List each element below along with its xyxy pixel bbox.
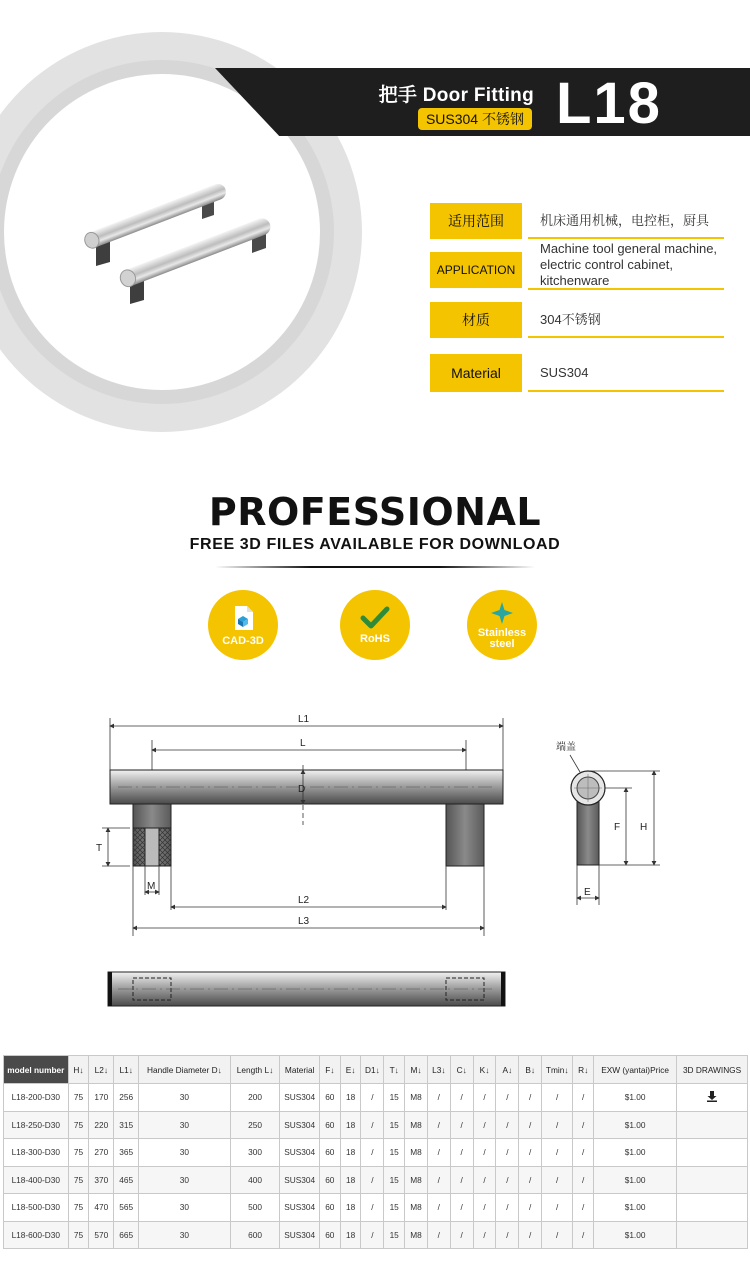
badge-stainless-steel	[467, 590, 537, 660]
table-cell: /	[519, 1111, 542, 1139]
product-title: 把手 Door Fitting	[378, 85, 534, 106]
sort-arrow-icon[interactable]: ↓	[351, 1064, 356, 1075]
table-cell: /	[427, 1111, 450, 1139]
spec-divider	[528, 237, 724, 239]
table-cell: 400	[230, 1166, 280, 1194]
sort-arrow-icon[interactable]: ↓	[584, 1064, 589, 1075]
table-header-cell[interactable]	[473, 1056, 496, 1084]
header-label: Tmin	[545, 1064, 565, 1075]
badge-cad-3d	[208, 590, 278, 660]
table-cell: L18-600-D30	[4, 1221, 69, 1249]
dim-l: L	[300, 738, 306, 749]
table-cell: L18-200-D30	[4, 1084, 69, 1112]
spec-label: Material	[430, 354, 522, 392]
sort-arrow-icon[interactable]: ↓	[441, 1064, 446, 1075]
table-cell: /	[473, 1194, 496, 1222]
table-cell: 470	[89, 1194, 114, 1222]
table-header-cell[interactable]	[519, 1056, 542, 1084]
table-cell: /	[450, 1166, 473, 1194]
header-label: R	[578, 1064, 585, 1075]
spec-row-material-en	[430, 354, 724, 392]
material-tag: SUS304 不锈钢	[418, 108, 532, 130]
header-label: F	[325, 1064, 331, 1075]
table-cell: /	[427, 1139, 450, 1167]
table-cell: /	[427, 1194, 450, 1222]
table-header-cell[interactable]	[496, 1056, 519, 1084]
table-cell: L18-400-D30	[4, 1166, 69, 1194]
table-cell: M8	[405, 1084, 428, 1112]
table-header-cell[interactable]	[427, 1056, 450, 1084]
table-cell: /	[450, 1221, 473, 1249]
table-cell: 170	[89, 1084, 114, 1112]
table-cell: $1.00	[594, 1221, 677, 1249]
header-label: K	[479, 1064, 486, 1075]
product-image	[60, 160, 290, 310]
table-cell: $1.00	[594, 1084, 677, 1112]
table-cell: 18	[340, 1084, 361, 1112]
table-cell: 60	[319, 1139, 340, 1167]
dim-h: H	[640, 822, 648, 833]
table-cell: 250	[230, 1111, 280, 1139]
table-cell: 75	[68, 1084, 89, 1112]
table-header-cell[interactable]	[68, 1056, 89, 1084]
table-cell: /	[496, 1221, 519, 1249]
sort-arrow-icon[interactable]: ↓	[375, 1064, 380, 1075]
technical-drawing	[0, 700, 750, 1020]
header-label: 3D DRAWINGS	[682, 1064, 742, 1075]
table-cell: 15	[384, 1221, 405, 1249]
table-cell: 30	[139, 1139, 230, 1167]
drawing-download-cell	[677, 1139, 748, 1167]
header-label: E	[345, 1064, 352, 1075]
sort-arrow-icon[interactable]: ↓	[128, 1064, 133, 1075]
table-row	[4, 1084, 748, 1112]
dim-l2: L2	[298, 895, 310, 906]
table-cell: 60	[319, 1221, 340, 1249]
table-body	[4, 1084, 748, 1249]
header-label: B	[525, 1064, 531, 1075]
header-label: Material	[284, 1064, 315, 1075]
badge-label: Stainless steel	[477, 626, 527, 650]
table-cell: 75	[68, 1111, 89, 1139]
table-cell: 60	[319, 1194, 340, 1222]
sort-arrow-icon[interactable]: ↓	[330, 1064, 335, 1075]
table-cell: /	[519, 1139, 542, 1167]
table-cell: 18	[340, 1139, 361, 1167]
drawing-download-cell	[677, 1166, 748, 1194]
table-cell: /	[450, 1194, 473, 1222]
table-cell: /	[542, 1111, 573, 1139]
spec-row-application-en	[430, 240, 724, 290]
table-cell: 15	[384, 1166, 405, 1194]
table-header-cell[interactable]	[319, 1056, 340, 1084]
table-cell: 60	[319, 1084, 340, 1112]
table-header-cell	[4, 1056, 69, 1084]
table-header-cell[interactable]	[573, 1056, 594, 1084]
table-cell: /	[573, 1084, 594, 1112]
table-header-cell[interactable]	[384, 1056, 405, 1084]
header-label: EXW (yantai)Price	[601, 1064, 669, 1075]
table-row	[4, 1139, 748, 1167]
table-cell: 60	[319, 1111, 340, 1139]
table-cell: $1.00	[594, 1194, 677, 1222]
table-cell: 465	[114, 1166, 139, 1194]
table-header-cell[interactable]	[114, 1056, 139, 1084]
table-cell: 15	[384, 1139, 405, 1167]
table-cell: 256	[114, 1084, 139, 1112]
spec-value: 机床通用机械，电控柜，厨具	[540, 213, 710, 228]
drawing-download-cell	[677, 1221, 748, 1249]
table-cell: 30	[139, 1221, 230, 1249]
table-cell: /	[361, 1221, 384, 1249]
table-cell: 60	[319, 1166, 340, 1194]
sort-arrow-icon[interactable]: ↓	[217, 1064, 222, 1075]
table-row	[4, 1166, 748, 1194]
spec-divider	[528, 288, 724, 290]
sort-arrow-icon[interactable]: ↓	[485, 1064, 490, 1075]
dim-d: D	[298, 784, 306, 795]
spec-row-material-cn	[430, 302, 724, 338]
sort-arrow-icon[interactable]: ↓	[564, 1064, 569, 1075]
sort-arrow-icon[interactable]: ↓	[269, 1064, 274, 1075]
table-cell: /	[450, 1084, 473, 1112]
dim-l1: L1	[298, 714, 310, 725]
sort-arrow-icon[interactable]: ↓	[417, 1064, 422, 1075]
spec-table	[3, 1055, 748, 1249]
table-cell: 220	[89, 1111, 114, 1139]
sort-arrow-icon[interactable]: ↓	[530, 1064, 536, 1075]
table-cell: /	[573, 1139, 594, 1167]
table-cell: /	[473, 1221, 496, 1249]
table-cell: L18-300-D30	[4, 1139, 69, 1167]
table-cell: /	[496, 1166, 519, 1194]
table-cell: /	[361, 1166, 384, 1194]
table-cell: 75	[68, 1221, 89, 1249]
table-cell: 75	[68, 1194, 89, 1222]
table-row	[4, 1111, 748, 1139]
table-cell: /	[473, 1084, 496, 1112]
table-cell: $1.00	[594, 1139, 677, 1167]
table-row	[4, 1221, 748, 1249]
professional-subheading: FREE 3D FILES AVAILABLE FOR DOWNLOAD	[189, 536, 561, 553]
sort-arrow-icon[interactable]: ↓	[103, 1064, 108, 1075]
header-label: L2	[94, 1064, 104, 1075]
download-icon[interactable]	[706, 1090, 718, 1102]
table-cell: /	[496, 1139, 519, 1167]
table-cell: 270	[89, 1139, 114, 1167]
table-cell: 18	[340, 1111, 361, 1139]
header-label: A	[502, 1064, 509, 1075]
table-cell: /	[361, 1194, 384, 1222]
table-cell: 30	[139, 1194, 230, 1222]
spec-divider	[528, 336, 724, 338]
header-label: model number	[7, 1064, 65, 1075]
drawing-download-cell	[677, 1194, 748, 1222]
table-cell: /	[361, 1084, 384, 1112]
header-label: H	[73, 1064, 80, 1075]
table-cell: SUS304	[280, 1111, 319, 1139]
table-cell: 200	[230, 1084, 280, 1112]
table-cell: M8	[405, 1221, 428, 1249]
badge-label: RoHS	[360, 633, 390, 645]
spec-value: 304不锈钢	[540, 312, 601, 327]
dim-f: F	[614, 822, 621, 833]
table-cell: /	[427, 1166, 450, 1194]
table-header-cell[interactable]	[361, 1056, 384, 1084]
table-cell: 600	[230, 1221, 280, 1249]
table-cell: /	[542, 1221, 573, 1249]
table-cell: /	[450, 1111, 473, 1139]
table-header-cell[interactable]	[230, 1056, 280, 1084]
sort-arrow-icon[interactable]: ↓	[462, 1064, 467, 1075]
table-cell: SUS304	[280, 1221, 319, 1249]
table-cell: /	[473, 1166, 496, 1194]
table-cell: 15	[384, 1111, 405, 1139]
table-cell: 365	[114, 1139, 139, 1167]
table-cell: /	[519, 1194, 542, 1222]
table-cell: $1.00	[594, 1111, 677, 1139]
table-cell: M8	[405, 1139, 428, 1167]
table-header-cell[interactable]	[340, 1056, 361, 1084]
table-cell: L18-250-D30	[4, 1111, 69, 1139]
spec-divider	[528, 390, 724, 392]
drawing-download-cell	[677, 1111, 748, 1139]
table-cell: M8	[405, 1111, 428, 1139]
table-cell: SUS304	[280, 1084, 319, 1112]
professional-heading: PROFESSIONAL	[208, 490, 542, 534]
badge-label: CAD-3D	[222, 635, 264, 647]
table-cell: /	[519, 1221, 542, 1249]
checkmark-icon	[360, 605, 390, 631]
table-cell: 565	[114, 1194, 139, 1222]
table-header-cell[interactable]	[405, 1056, 428, 1084]
table-cell: /	[519, 1166, 542, 1194]
table-cell: 300	[230, 1139, 280, 1167]
table-row	[4, 1194, 748, 1222]
table-cell: 75	[68, 1139, 89, 1167]
table-cell: 315	[114, 1111, 139, 1139]
table-cell: SUS304	[280, 1139, 319, 1167]
table-cell: 500	[230, 1194, 280, 1222]
table-cell: /	[573, 1111, 594, 1139]
table-header-cell	[677, 1056, 748, 1084]
dim-m: M	[147, 881, 156, 892]
table-cell: /	[427, 1221, 450, 1249]
sort-arrow-icon[interactable]: ↓	[79, 1064, 84, 1075]
sort-arrow-icon[interactable]: ↓	[394, 1064, 399, 1075]
badge-rohs	[340, 590, 410, 660]
heading-divider	[215, 566, 535, 568]
spec-label: 材质	[430, 302, 522, 338]
table-cell: /	[361, 1111, 384, 1139]
table-cell: 665	[114, 1221, 139, 1249]
table-cell: 15	[384, 1194, 405, 1222]
table-cell: /	[542, 1084, 573, 1112]
spec-value: SUS304	[540, 365, 589, 380]
drawing-download-cell[interactable]	[677, 1084, 748, 1112]
table-cell: M8	[405, 1194, 428, 1222]
table-cell: 370	[89, 1166, 114, 1194]
table-cell: /	[496, 1194, 519, 1222]
cad-file-icon	[228, 603, 258, 633]
header-label: D1	[364, 1064, 376, 1075]
table-cell: 75	[68, 1166, 89, 1194]
table-cell: /	[473, 1139, 496, 1167]
product-code: L18	[556, 71, 662, 136]
table-cell: /	[573, 1221, 594, 1249]
table-cell: M8	[405, 1166, 428, 1194]
table-cell: SUS304	[280, 1194, 319, 1222]
table-cell: /	[496, 1111, 519, 1139]
table-cell: SUS304	[280, 1166, 319, 1194]
table-header-cell	[280, 1056, 319, 1084]
table-cell: 30	[139, 1166, 230, 1194]
table-cell: 18	[340, 1194, 361, 1222]
table-header-cell[interactable]	[139, 1056, 230, 1084]
spec-label: APPLICATION	[430, 252, 522, 288]
table-cell: L18-500-D30	[4, 1194, 69, 1222]
table-header-cell[interactable]	[542, 1056, 573, 1084]
table-cell: $1.00	[594, 1166, 677, 1194]
sort-arrow-icon[interactable]: ↓	[508, 1064, 513, 1075]
table-cell: /	[542, 1166, 573, 1194]
dim-l3: L3	[298, 916, 310, 927]
spec-value: Machine tool general machine, electric control cabinet, kitchenware	[540, 241, 718, 288]
table-header-cell[interactable]	[450, 1056, 473, 1084]
table-cell: /	[496, 1084, 519, 1112]
header-label: T	[389, 1064, 395, 1075]
table-cell: /	[542, 1194, 573, 1222]
header-label: L3	[432, 1064, 442, 1075]
table-cell: 30	[139, 1084, 230, 1112]
header-label: L1	[119, 1064, 129, 1075]
header-label: M	[410, 1064, 418, 1075]
table-cell: /	[450, 1139, 473, 1167]
spec-label: 适用范围	[430, 203, 522, 239]
table-cell: 18	[340, 1221, 361, 1249]
label-end-cap: 端盖	[556, 742, 576, 753]
table-cell: 18	[340, 1166, 361, 1194]
table-cell: /	[427, 1084, 450, 1112]
table-cell: /	[519, 1084, 542, 1112]
table-cell: /	[361, 1139, 384, 1167]
table-header-cell[interactable]	[89, 1056, 114, 1084]
spec-row-application-cn	[430, 203, 724, 239]
header-label: C	[456, 1064, 463, 1075]
table-cell: /	[542, 1139, 573, 1167]
table-cell: /	[573, 1166, 594, 1194]
table-cell: 570	[89, 1221, 114, 1249]
table-cell: 30	[139, 1111, 230, 1139]
header-label: Length L	[236, 1064, 270, 1075]
table-cell: /	[473, 1111, 496, 1139]
dim-t: T	[96, 843, 103, 854]
dim-e: E	[584, 887, 591, 898]
header-label: Handle Diameter D	[147, 1064, 218, 1075]
table-header-row	[4, 1056, 748, 1084]
table-cell: /	[573, 1194, 594, 1222]
sparkle-icon	[489, 601, 515, 625]
table-header-cell	[594, 1056, 677, 1084]
table-cell: 15	[384, 1084, 405, 1112]
